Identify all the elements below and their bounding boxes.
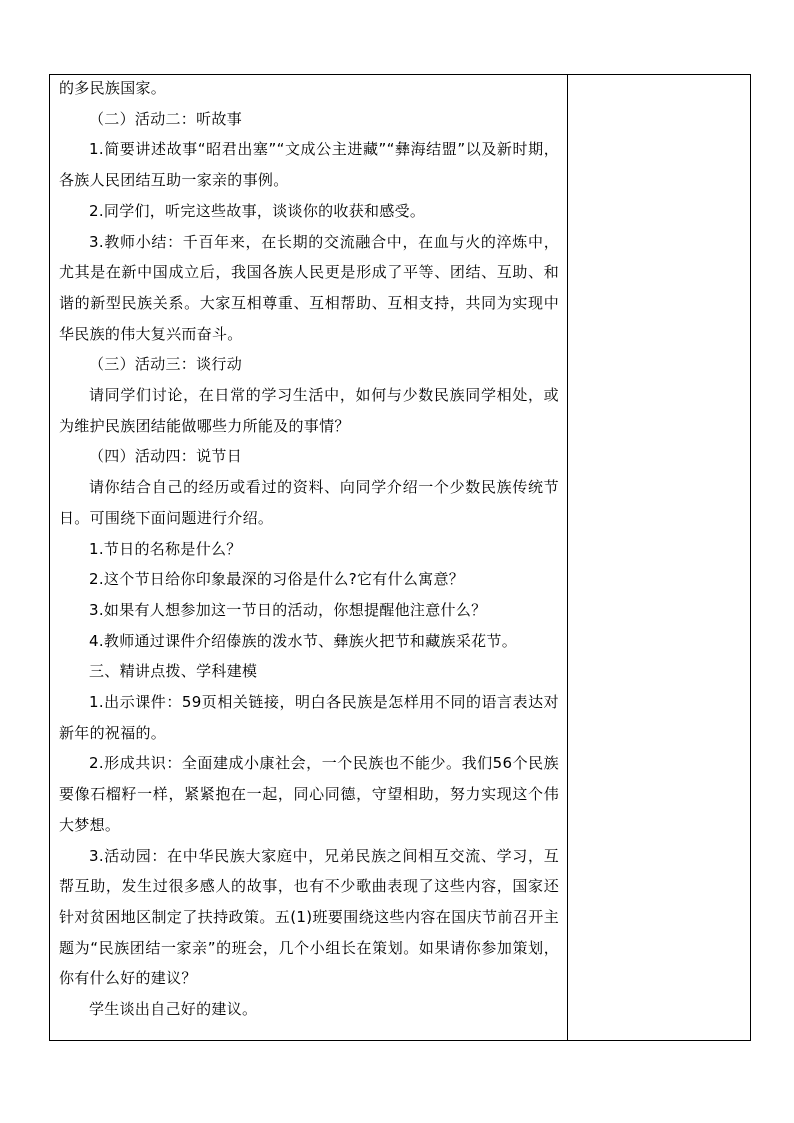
paragraph-discussion: 请同学们讨论，在日常的学习生活中，如何与少数民族同学相处，或为维护民族团结能做哪些力所能及的事情？ — [59, 386, 559, 435]
paragraph-consensus: 2.形成共识：全面建成小康社会，一个民族也不能少。我们56个民族要像石榴籽一样，紧紧抱在一起，同心同德，守望相助，努力实现这个伟大梦想。 — [59, 754, 559, 834]
question-3: 3.如果有人想参加这一节日的活动，你想提醒他注意什么？ — [89, 600, 487, 619]
notes-cell — [568, 75, 750, 1040]
paragraph-teacher-summary: 3.教师小结：千百年来，在长期的交流融合中，在血与火的淬炼中，尤其是在新中国成立后，我国各族人民更是形成了平等、团结、互助、和谐的新型民族关系。大家互相尊重、互相帮助、互相支持，共同为实现中华民族的伟大复兴而奋斗。 — [59, 232, 559, 343]
activity-two-heading: （二）活动二：听故事 — [89, 109, 243, 128]
paragraph-story-2: 2.同学们，听完这些故事，谈谈你的收获和感受。 — [89, 201, 426, 220]
activity-four-heading: （四）活动四：说节日 — [89, 447, 243, 466]
question-1: 1.节日的名称是什么？ — [89, 539, 242, 558]
paragraph-activity-park: 3.活动园：在中华民族大家庭中，兄弟民族之间相互交流、学习，互帮互助，发生过很多感人的故事，也有不少歌曲表现了这些内容，国家还针对贫困地区制定了扶持政策。五(1)班要围绕这些内容在国庆节前召开主题为“民族团结一家亲”的班会，几个小组长在策划。如果请你参加策划，你有什么好的建议？ — [59, 846, 559, 988]
lesson-table — [49, 74, 751, 1041]
section-three-heading: 三、精讲点拨、学科建模 — [89, 662, 258, 681]
paragraph-student-suggestions: 学生谈出自己好的建议。 — [89, 1000, 258, 1019]
question-4: 4.教师通过课件介绍傣族的泼水节、彝族火把节和藏族采花节。 — [89, 631, 518, 650]
paragraph-courseware: 1.出示课件：59页相关链接，明白各民族是怎样用不同的语言表达对新年的祝福的。 — [59, 693, 559, 742]
activity-three-heading: （三）活动三：谈行动 — [89, 355, 243, 374]
paragraph-festival-intro: 请你结合自己的经历或看过的资料、向同学介绍一个少数民族传统节日。可围绕下面问题进行介绍。 — [59, 478, 559, 527]
lesson-content-cell — [50, 75, 567, 1040]
question-2: 2.这个节日给你印象最深的习俗是什么?它有什么寓意？ — [89, 570, 465, 589]
paragraph-continuation: 的多民族国家。 — [59, 79, 167, 97]
paragraph-story-1: 1.简要讲述故事“昭君出塞”“文成公主进藏”“彝海结盟”以及新时期，各族人民团结互助一家亲的事例。 — [59, 140, 559, 190]
